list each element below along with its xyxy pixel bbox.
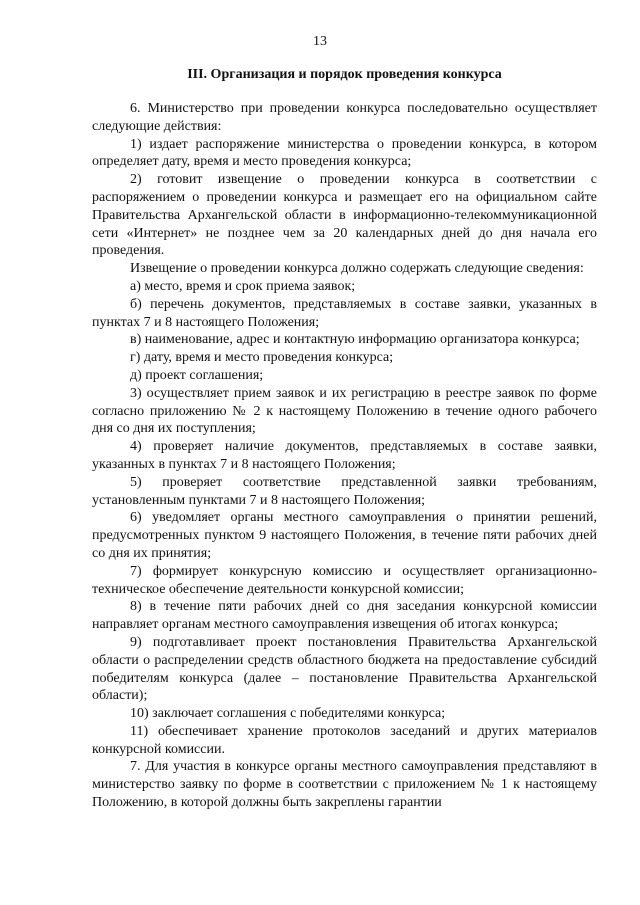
section-heading: III. Организация и порядок проведения конкурса: [187, 67, 502, 82]
paragraph-item-2: 2) готовит извещение о проведении конкурса в соответствии с распоряжением о проведении конкурса и размещает его на официальном сайте Правительства Архангельской области в информационно-телекоммуникационной сети «Интернет» не позднее чем за 20 календарных дней до дня начала его проведения.: [92, 172, 597, 259]
body-text: [92, 100, 597, 812]
paragraph-subitem-d: д) проект соглашения;: [130, 367, 264, 383]
paragraph-subitem-a: а) место, время и срок приема заявок;: [130, 278, 356, 294]
paragraph-subitem-g: г) дату, время и место проведения конкурса;: [130, 350, 394, 366]
paragraph-7-intro: 7. Для участия в конкурсе органы местного самоуправления представляют в министерство заявку по форме в соответствии с приложением № 1 к настоящему Положению, в которой должны быть закреплены гарантии: [92, 759, 597, 811]
paragraph-item-4: 4) проверяет наличие документов, представляемых в составе заявки, указанных в пунктах 7 и 8 настоящего Положения;: [92, 439, 597, 472]
paragraph-item-11: 11) обеспечивает хранение протоколов заседаний и других материалов конкурсной комиссии.: [92, 723, 597, 757]
paragraph-item-10: 10) заключает соглашения с победителями конкурса;: [130, 706, 446, 722]
paragraph-subitem-b: б) перечень документов, представляемых в составе заявки, указанных в пунктах 7 и 8 настоящего Положения;: [92, 296, 597, 330]
paragraph-notice-contents: Извещение о проведении конкурса должно содержать следующие сведения:: [130, 261, 584, 277]
paragraph-item-1: 1) издает распоряжение министерства о проведении конкурса, в котором определяет дату, время и место проведения конкурса;: [92, 136, 597, 170]
paragraph-6-intro: 6. Министерство при проведении конкурса последовательно осуществляет следующие действия:: [92, 101, 597, 134]
paragraph-subitem-v: в) наименование, адрес и контактную информацию организатора конкурса;: [130, 332, 580, 348]
paragraph-item-6: 6) уведомляет органы местного самоуправления о принятии решений, предусмотренных пунктом 9 настоящего Положения, в течение пяти рабочих дней со дня их принятия;: [92, 510, 597, 561]
paragraph-item-8: 8) в течение пяти рабочих дней со дня заседания конкурсной комиссии направляет органам местного самоуправления извещения об итогах конкурса;: [92, 599, 597, 633]
paragraph-item-9: 9) подготавливает проект постановления Правительства Архангельской области о распределении средств областного бюджета на предоставление субсидий победителям конкурса (далее – постановление Правительства Архангельской области);: [92, 634, 597, 704]
paragraph-item-3: 3) осуществляет прием заявок и их регистрацию в реестре заявок по форме согласно приложению № 2 к настоящему Положению в течение одного рабочего дня со дня их поступления;: [92, 385, 597, 437]
paragraph-item-7: 7) формирует конкурсную комиссию и осуществляет организационно-техническое обеспечение деятельности конкурсной комиссии;: [92, 563, 597, 597]
page-number: 13: [313, 34, 327, 49]
paragraph-item-5: 5) проверяет соответствие представленной заявки требованиям, установленным пунктами 7 и 8 настоящего Положения;: [92, 474, 597, 508]
